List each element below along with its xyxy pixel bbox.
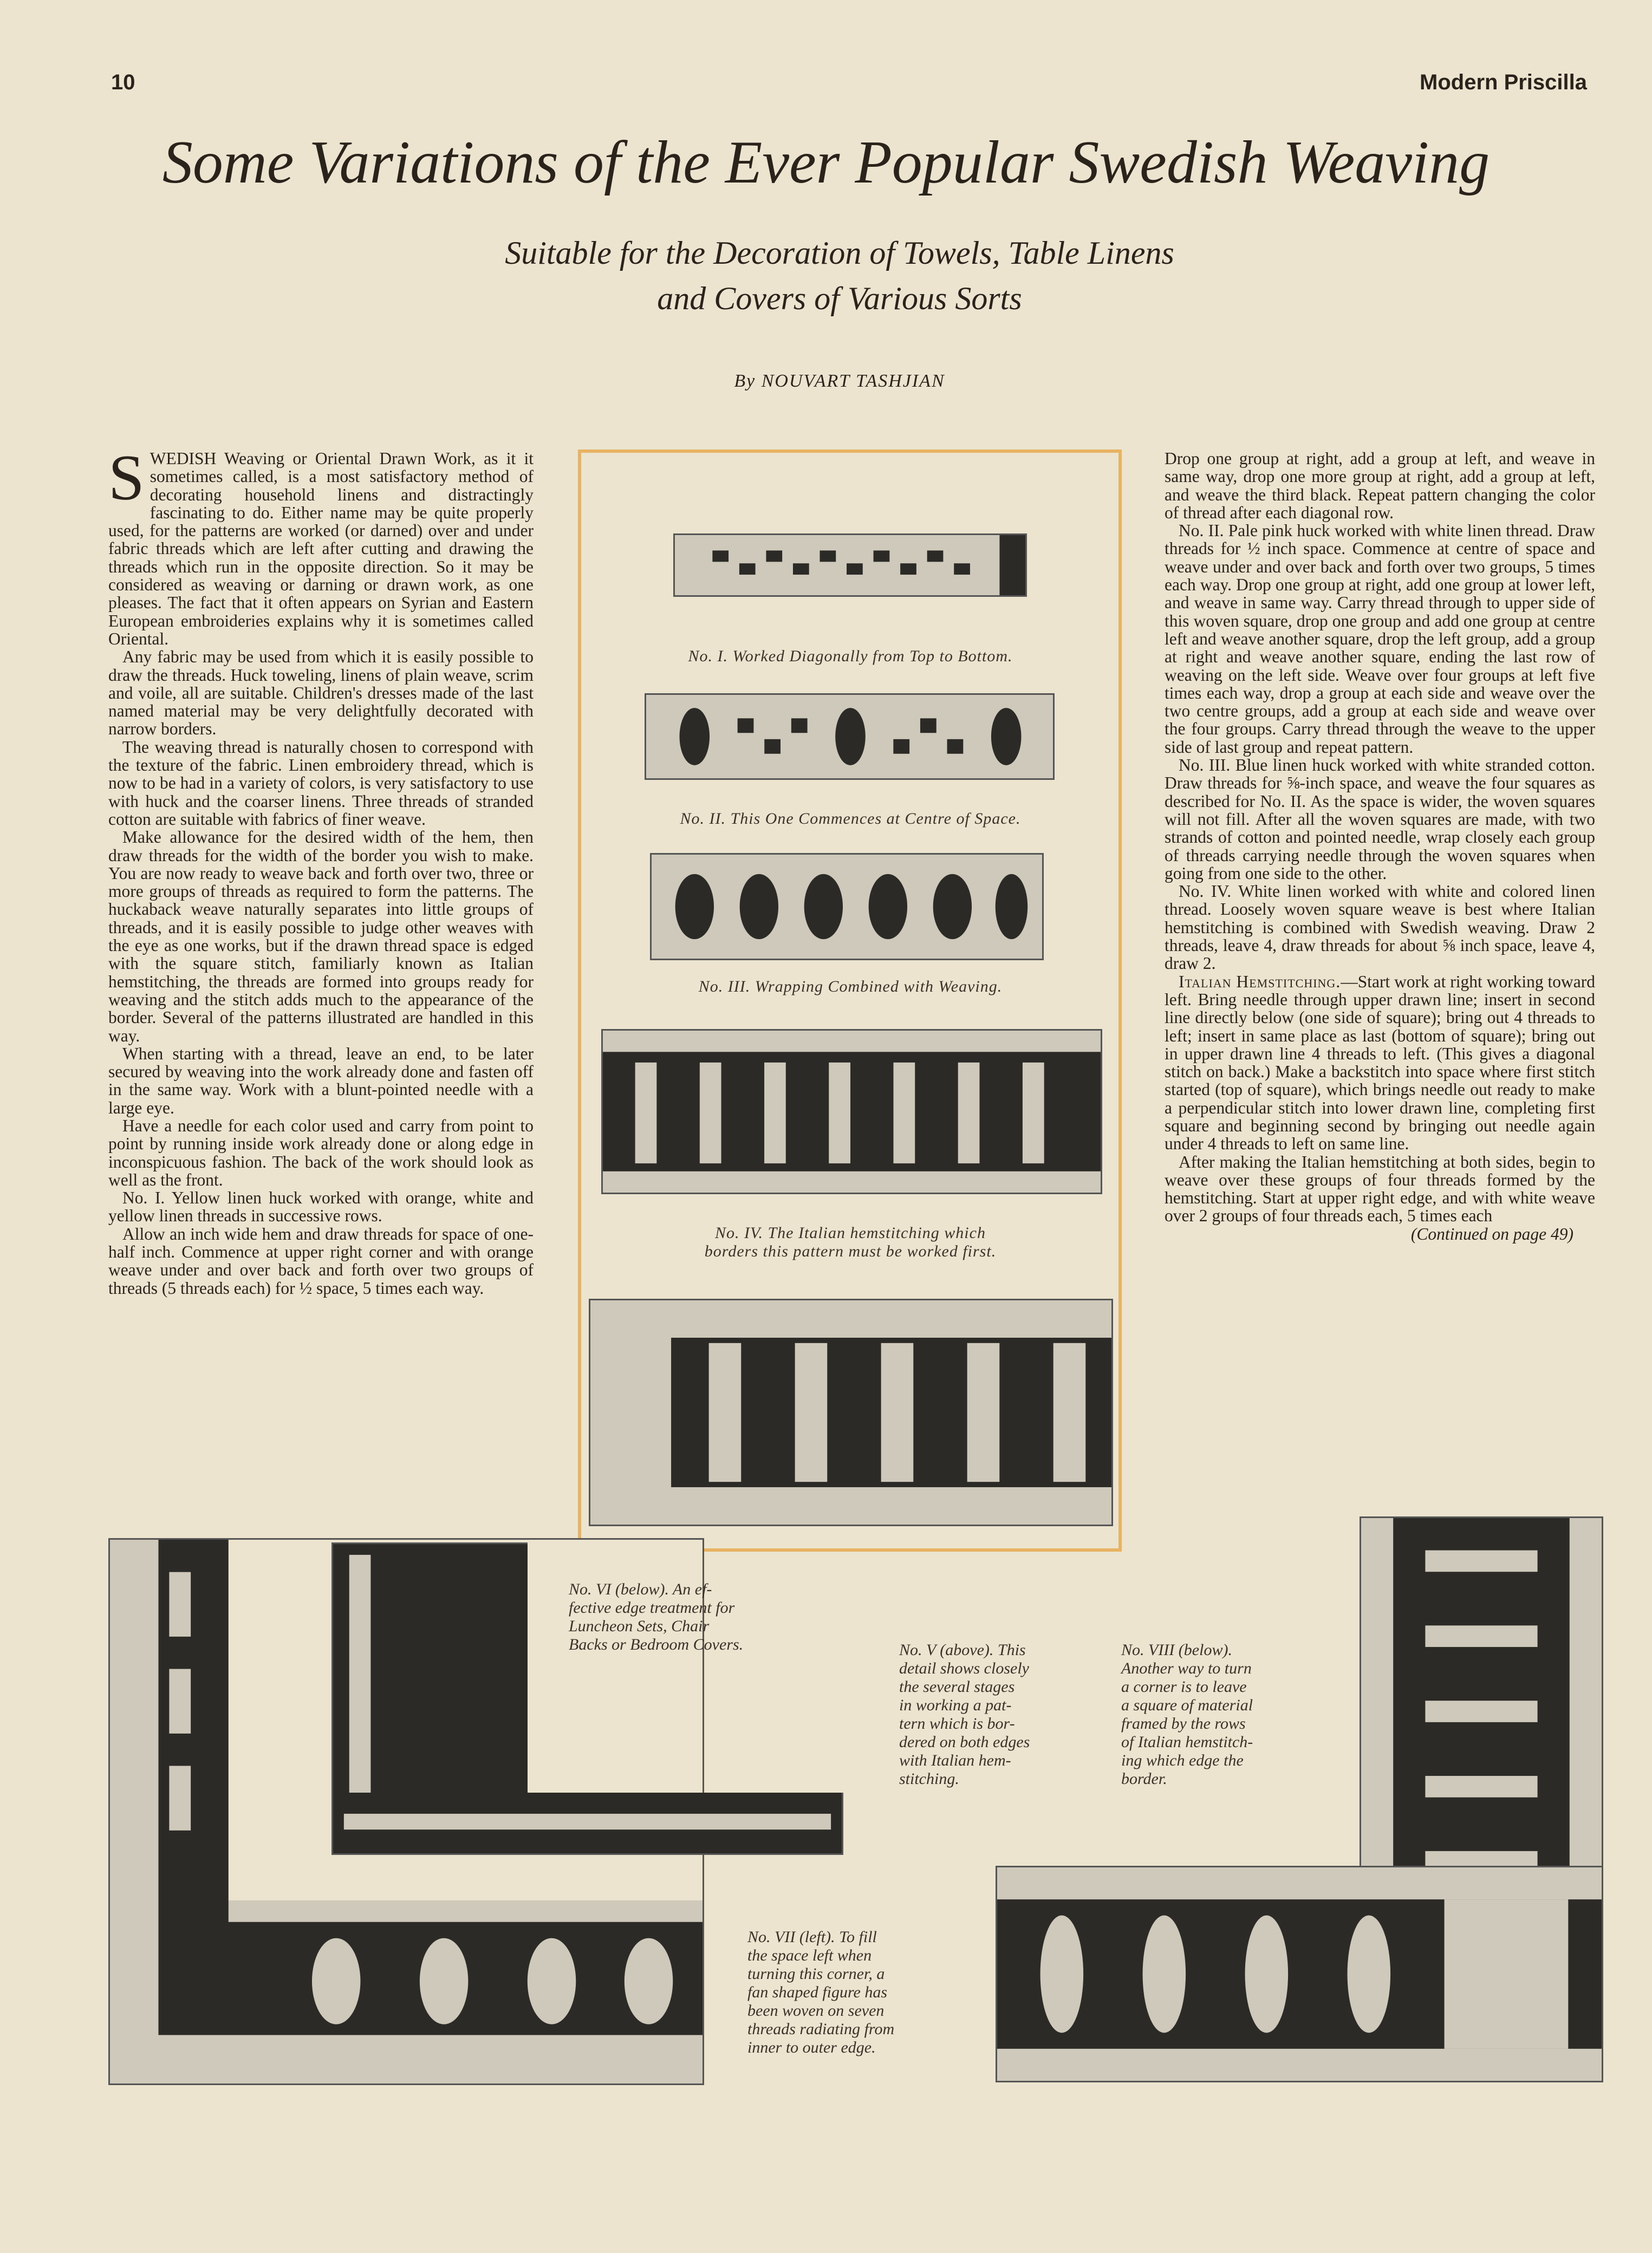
caption-line: framed by the rows [1121, 1715, 1246, 1733]
caption-line: borders this pattern must be worked first. [704, 1242, 997, 1260]
photo-no8-corner-vertical [1360, 1516, 1603, 1912]
caption-line: detail shows closely [899, 1659, 1029, 1677]
caption-no8 [1121, 1641, 1349, 1788]
photo-no6-edge-strip [331, 1793, 843, 1855]
paragraph: Drop one group at right, add a group at left, and weave in same way, drop one more group at right, add a group at left, and weave the third black. Repeat pattern changing the color of thread after each diagonal row. [1165, 449, 1595, 522]
caption-line: No. VIII (below). [1121, 1641, 1232, 1659]
caption-line: stitching. [899, 1770, 959, 1788]
caption-no4 [596, 1224, 1105, 1261]
subtitle-line-2: and Covers of Various Sorts [657, 281, 1022, 316]
caption-line: a square of material [1121, 1696, 1253, 1714]
paragraph: Have a needle for each color used and carry from point to point by running inside work already done or along edge in inconspicuous fashion. The back of the work should look as well as the front. [108, 1116, 534, 1189]
paragraph: When starting with a thread, leave an end, to be later secured by weaving into the work already done and fasten off in the same way. Work with a blunt-pointed needle with a large eye. [108, 1044, 534, 1117]
article-title: Some Variations of the Ever Popular Swedish Weaving [162, 129, 1490, 196]
photo-no3-wrapping [650, 853, 1044, 960]
caption-line: turning this corner, a [747, 1965, 885, 1983]
caption-line: fan shaped figure has [747, 1983, 888, 2001]
caption-line: tern which is bor- [899, 1715, 1015, 1733]
caption-line: No. VI (below). An ef- [569, 1580, 712, 1598]
photo-no5-detail [589, 1299, 1113, 1526]
caption-line: No. VII (left). To fill [747, 1928, 877, 1946]
caption-line: with Italian hem- [899, 1751, 1011, 1769]
caption-line: Another way to turn [1121, 1659, 1252, 1677]
caption-line: of Italian hemstitch- [1121, 1733, 1253, 1751]
photo-no4-italian-hemstitch [601, 1029, 1102, 1194]
caption-line: threads radiating from [747, 2020, 895, 2038]
photo-no8-corner-horizontal [996, 1866, 1603, 2082]
caption-line: inner to outer edge. [747, 2039, 876, 2056]
caption-line: been woven on seven [747, 2002, 884, 2020]
caption-no3: No. III. Wrapping Combined with Weaving. [698, 978, 1003, 995]
paragraph: No. I. Yellow linen huck worked with orange, white and yellow linen threads in successive rows. [108, 1188, 534, 1226]
photo-no2-centre-weave [645, 693, 1055, 780]
paragraph: No. III. Blue linen huck worked with white stranded cotton. Draw threads for ⅝-inch space, and weave the four squares as described for No. II. As the space is wider, the woven squares will not fill. After all the woven squares are made, with two strands of cotton and pointed needle, wrap closely each group of threads carrying needle through the woven squares when going from one side to the other. [1165, 756, 1595, 883]
caption-no6 [569, 1580, 818, 1654]
caption-line: Backs or Bedroom Covers. [569, 1636, 744, 1653]
continued-note: (Continued on page 49) [1410, 1224, 1573, 1243]
caption-line: in working a pat- [899, 1696, 1012, 1714]
right-column [1165, 450, 1595, 1243]
caption-line: a corner is to leave [1121, 1678, 1247, 1696]
paragraph: —Start work at right working toward left. Bring needle through upper drawn line; insert in second line directly below (one side of square); bring out 4 threads to left; insert in same place as last (bottom of square); bring out in upper drawn line 4 threads to left. (This gives a diagonal stitch on back.) Make a backstitch into space where first stitch started (top of square), which brings needle out ready to make a perpendicular stitch into lower drawn line, completing first square and beginning second by bringing out needle again under 4 threads to left on same line. [1165, 972, 1595, 1154]
article-subtitle [325, 230, 1354, 321]
subtitle-line-1: Suitable for the Decoration of Towels, Table Linens [505, 235, 1174, 271]
paragraph: Make allowance for the desired width of the hem, then draw threads for the width of the border you wish to make. You are now ready to weave back and forth over two, three or more groups of threads as required to form the patterns. The huckaback weave naturally separates into little groups of threads, and it is easily possible to judge other weaves with the eye as one works, but if the drawn thread space is edged with the square stitch, familiarly known as Italian hemstitching, the threads are formed into groups ready for weaving and the stitch adds much to the appearance of the border. Several of the patterns illustrated are handled in this way. [108, 828, 534, 1045]
paragraph: After making the Italian hemstitching at both sides, begin to weave over these groups of four threads formed by the hemstitching. Start at upper right edge, and with white weave over 2 groups of four threads each, 5 times each [1165, 1152, 1595, 1226]
caption-line: Luncheon Sets, Chair [569, 1617, 710, 1635]
caption-no1: No. I. Worked Diagonally from Top to Bottom. [688, 647, 1013, 665]
photo-no1-diagonal-weave [673, 533, 1027, 597]
caption-no7 [747, 1928, 975, 2057]
paragraph: No. IV. White linen worked with white and colored linen thread. Loosely woven square weave is best where Italian hemstitching is combined with Swedish weaving. Draw 2 threads, leave 4, draw threads for about ⅝ inch space, leave 4, draw 2. [1165, 882, 1595, 973]
paragraph: Allow an inch wide hem and draw threads for space of one-half inch. Commence at upper right corner and with orange weave under and over back and forth over two groups of threads (5 threads each) for ½ space, 5 times each way. [108, 1224, 534, 1298]
caption-line: No. V (above). This [899, 1641, 1026, 1659]
caption-no2: No. II. This One Commences at Centre of Space. [680, 810, 1021, 828]
caption-line: the space left when [747, 1946, 872, 1964]
drop-cap: S [108, 441, 145, 513]
caption-line: the several stages [899, 1678, 1015, 1696]
caption-line: ing which edge the [1121, 1751, 1244, 1769]
caption-line: fective edge treatment for [569, 1599, 735, 1617]
section-heading: Italian Hemstitching. [1179, 972, 1341, 991]
byline: By NOUVART TASHJIAN [734, 371, 945, 391]
caption-line: border. [1121, 1770, 1167, 1788]
paragraph: Any fabric may be used from which it is easily possible to draw the threads. Huck toweling, linens of plain weave, scrim and voile, all are suitable. Children's dresses made of the last named material may be very delightfully decorated with narrow borders. [108, 647, 534, 739]
caption-line: dered on both edges [899, 1733, 1030, 1751]
paragraph: WEDISH Weaving or Oriental Drawn Work, as it it sometimes called, is a most satisfactory method of decorating household linens and distractingly fascinating to do. Either name may be quite properly used, for the patterns are worked (or darned) over and under fabric threads which are left after cutting and drawing the threads which run in the opposite direction. So it may be considered as weaving or darning or drawn work, as one pleases. The fact that it often appears on Syrian and Eastern European embroideries explains why it is sometimes called Oriental. [108, 449, 534, 648]
magazine-name: Modern Priscilla [1420, 70, 1587, 94]
caption-line: No. IV. The Italian hemstitching which [715, 1224, 986, 1242]
paragraph: No. II. Pale pink huck worked with white linen thread. Draw threads for ½ inch space. Commence at centre of space and weave under and over back and forth over two groups, 5 times each way. Drop one group at right, add one group at lower left, and weave in same way. Carry thread through to upper side of this woven square, drop one group and add one group at centre left and weave another square, drop the left group, add a group at right and weave another square, ending the last row of weaving on the left side. Weave over four groups at left five times each way, drop a group at each side and weave over the two centre groups, add a group at each side and weave over the four groups. Carry thread through the weave to the upper side of last group and repeat pattern. [1165, 521, 1595, 757]
paragraph: The weaving thread is naturally chosen to correspond with the texture of the fabric. Linen embroidery thread, which is now to be had in a variety of colors, is very satisfactory to use with huck and the coarser linens. Three threads of stranded cotton are suitable with fabrics of finer weave. [108, 737, 534, 829]
page-number: 10 [111, 70, 135, 94]
caption-no5 [899, 1641, 1094, 1788]
left-column [108, 441, 534, 1298]
